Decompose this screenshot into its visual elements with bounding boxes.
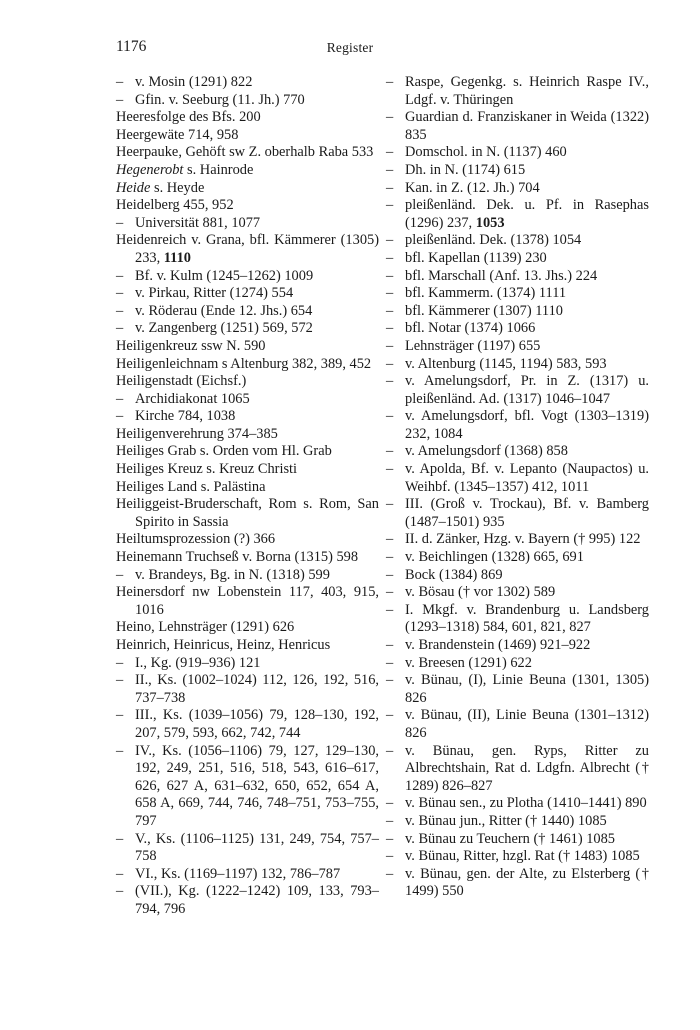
entry-headword: Heide <box>116 179 151 196</box>
index-entry <box>116 285 379 303</box>
index-entry <box>116 144 379 162</box>
index-entry <box>386 602 649 637</box>
index-entry <box>116 743 379 831</box>
index-entry <box>116 356 379 374</box>
subentry-dash: – <box>386 672 394 689</box>
index-entry <box>386 795 649 813</box>
index-entry <box>386 144 649 162</box>
entry-text: Heiligenstadt (Eichsf.) <box>116 373 247 390</box>
index-entry <box>116 92 379 110</box>
subentry-dash: – <box>386 584 394 601</box>
entry-text: v. Bünau zu Teuchern († 1461) 1085 <box>405 830 616 847</box>
subentry-dash: – <box>386 601 394 618</box>
entry-text: Heiliges Land s. Palästina <box>116 478 266 495</box>
entry-text: Kirche 784, 1038 <box>135 408 236 425</box>
subentry-dash: – <box>386 443 394 460</box>
subentry-dash: – <box>116 267 124 284</box>
index-entry <box>386 180 649 198</box>
entry-text: Heiligenleichnam s Altenburg 382, 389, 452 <box>116 355 372 372</box>
index-entry <box>386 584 649 602</box>
subentry-dash: – <box>116 285 124 302</box>
entry-text: v. Beichlingen (1328) 665, 691 <box>405 549 584 566</box>
entry-text: v. Apolda, Bf. v. Lepanto (Naupactos) u. Weihbf. (1345–1357) 412, 1011 <box>405 461 649 495</box>
index-entry <box>386 74 649 109</box>
index-column-right <box>386 74 649 901</box>
entry-text: Heergewäte 714, 958 <box>116 126 239 143</box>
subentry-dash: – <box>386 320 394 337</box>
entry-text: Gfin. v. Seeburg (11. Jh.) 770 <box>135 91 305 108</box>
entry-text: v. Bünau, gen. Ryps, Ritter zu Albrechtshain, Rat d. Ldgfn. Albrecht († 1289) 826–827 <box>405 742 649 794</box>
index-entry <box>116 479 379 497</box>
index-entry <box>386 496 649 531</box>
entry-text: II. d. Zänker, Hzg. v. Bayern († 995) 122 <box>405 531 641 548</box>
subentry-dash: – <box>116 654 124 671</box>
entry-text: v. Brandeys, Bg. in N. (1318) 599 <box>135 566 330 583</box>
index-entry <box>116 584 379 619</box>
subentry-dash: – <box>386 654 394 671</box>
entry-text: Dh. in N. (1174) 615 <box>405 161 526 178</box>
entry-text: v. Pirkau, Ritter (1274) 554 <box>135 285 294 302</box>
index-entry <box>386 303 649 321</box>
subentry-dash: – <box>116 214 124 231</box>
subentry-dash: – <box>116 707 124 724</box>
entry-text: Heiliges Kreuz s. Kreuz Christi <box>116 461 298 478</box>
subentry-dash: – <box>386 707 394 724</box>
entry-text: Universität 881, 1077 <box>135 214 261 231</box>
index-entry <box>116 338 379 356</box>
entry-text: III., Ks. (1039–1056) 79, 128–130, 192, 207, 579, 593, 662, 742, 744 <box>135 707 379 741</box>
entry-text: v. Amelungsdorf (1368) 858 <box>405 443 568 460</box>
entry-headword: Hegenerobt <box>116 161 184 178</box>
subentry-dash: – <box>386 355 394 372</box>
entry-text: I., Kg. (919–936) 121 <box>135 654 261 671</box>
entry-text: Archidiakonat 1065 <box>135 390 250 407</box>
entry-text: Heeresfolge des Bfs. 200 <box>116 109 261 126</box>
index-entry <box>116 162 379 180</box>
index-entry <box>116 74 379 92</box>
index-entry <box>386 655 649 673</box>
index-entry <box>116 197 379 215</box>
subentry-dash: – <box>116 672 124 689</box>
entry-text: bfl. Kämmerer (1307) 1110 <box>405 302 563 319</box>
subentry-dash: – <box>116 74 124 90</box>
entry-text: s. Hainrode <box>183 161 254 178</box>
entry-text: pleißenländ. Dek. (1378) 1054 <box>405 232 582 249</box>
entry-text: v. Zangenberg (1251) 569, 572 <box>135 320 313 337</box>
index-entry <box>116 109 379 127</box>
subentry-dash: – <box>386 144 394 161</box>
subentry-dash: – <box>116 883 124 900</box>
subentry-dash: – <box>386 742 394 759</box>
index-entry <box>386 831 649 849</box>
entry-text: bfl. Notar (1374) 1066 <box>405 320 536 337</box>
index-entry <box>116 866 379 884</box>
entry-text: Heiligenkreuz ssw N. 590 <box>116 337 266 354</box>
index-entry <box>116 127 379 145</box>
index-entry <box>386 162 649 180</box>
entry-text: Domschol. in N. (1137) 460 <box>405 144 567 161</box>
entry-text: v. Bünau, Ritter, hzgl. Rat († 1483) 1085 <box>405 848 640 865</box>
subentry-dash: – <box>386 161 394 178</box>
entry-text: bfl. Kammerm. (1374) 1111 <box>405 285 567 302</box>
entry-text: pleißenländ. Dek. u. Pf. in Rasephas (1296) 237, <box>405 197 649 231</box>
subentry-dash: – <box>386 249 394 266</box>
entry-text: v. Amelungsdorf, bfl. Vogt (1303–1319) 232, 1084 <box>405 408 649 442</box>
entry-text: Heinersdorf nw Lobenstein 117, 403, 915, 1016 <box>116 584 379 618</box>
index-entry <box>116 232 379 267</box>
index-entry <box>386 338 649 356</box>
entry-text: Kan. in Z. (12. Jh.) 704 <box>405 179 540 196</box>
entry-text: I. Mkgf. v. Brandenburg u. Landsberg (1293–1318) 584, 601, 821, 827 <box>405 601 649 636</box>
subentry-dash: – <box>386 865 394 882</box>
entry-text: Heino, Lehnsträger (1291) 626 <box>116 619 295 636</box>
subentry-dash: – <box>116 91 124 108</box>
subentry-dash: – <box>116 302 124 319</box>
entry-text: V., Ks. (1106–1125) 131, 249, 754, 757–758 <box>135 830 379 865</box>
entry-text: v. Bünau jun., Ritter († 1440) 1085 <box>405 812 607 829</box>
subentry-dash: – <box>386 848 394 865</box>
index-entry <box>386 531 649 549</box>
entry-text: Heiliggeist-Bruderschaft, Rom s. Rom, San Spirito in Sassia <box>116 496 379 530</box>
subentry-dash: – <box>386 549 394 566</box>
entry-text: IV., Ks. (1056–1106) 79, 127, 129–130, 192, 249, 251, 516, 518, 543, 616–617, 626, 627 A, 631–632, 650, 652, 654 A, 658 A, 669, 744, 746, 748–751, 753–755, 797 <box>135 742 379 829</box>
entry-text: II., Ks. (1002–1024) 112, 126, 192, 516, 737–738 <box>135 672 379 706</box>
entry-text: Heinemann Truchseß v. Borna (1315) 598 <box>116 549 359 566</box>
entry-text: III. (Groß v. Trockau), Bf. v. Bamberg (1487–1501) 935 <box>405 496 649 530</box>
index-entry <box>116 637 379 655</box>
index-entry <box>386 549 649 567</box>
entry-text: v. Brandenstein (1469) 921–922 <box>405 637 591 653</box>
entry-text: v. Mosin (1291) 822 <box>135 74 253 90</box>
entry-text: Lehnsträger (1197) 655 <box>405 337 541 354</box>
index-entry <box>386 813 649 831</box>
index-entry <box>386 250 649 268</box>
subentry-dash: – <box>386 461 394 478</box>
subentry-dash: – <box>386 197 394 214</box>
entry-text: Heidenreich v. Grana, bfl. Kämmerer (1305) 233, <box>116 232 379 266</box>
entry-main-reference: 1110 <box>163 249 191 266</box>
subentry-dash: – <box>386 337 394 354</box>
subentry-dash: – <box>386 302 394 319</box>
entry-text: s. Heyde <box>150 179 205 196</box>
subentry-dash: – <box>116 390 124 407</box>
index-entry <box>386 567 649 585</box>
running-head: Register <box>326 40 374 55</box>
index-entry <box>386 320 649 338</box>
index-entry <box>386 285 649 303</box>
index-entry <box>116 303 379 321</box>
entry-text: Bock (1384) 869 <box>405 566 503 583</box>
index-column-left <box>116 74 379 919</box>
index-entry <box>386 866 649 901</box>
entry-text: v. Bösau († vor 1302) 589 <box>405 584 556 601</box>
index-entry <box>386 707 649 742</box>
index-entry <box>116 619 379 637</box>
subentry-dash: – <box>386 373 394 390</box>
index-entry <box>386 637 649 655</box>
entry-text: Guardian d. Franziskaner in Weida (1322) 835 <box>405 109 649 143</box>
entry-text: Heinrich, Heinricus, Heinz, Henricus <box>116 637 331 653</box>
index-entry <box>386 443 649 461</box>
index-entry <box>116 549 379 567</box>
entry-text: Heiltumsprozession (?) 366 <box>116 531 276 548</box>
index-entry <box>116 531 379 549</box>
index-entry <box>386 743 649 796</box>
entry-text: Heerpauke, Gehöft sw Z. oberhalb Raba 533 <box>116 144 374 161</box>
subentry-dash: – <box>386 179 394 196</box>
index-entry <box>116 567 379 585</box>
subentry-dash: – <box>116 742 124 759</box>
index-entry <box>386 356 649 374</box>
subentry-dash: – <box>386 408 394 425</box>
index-entry <box>116 672 379 707</box>
subentry-dash: – <box>116 865 124 882</box>
subentry-dash: – <box>116 320 124 337</box>
entry-text: Heiligenverehrung 374–385 <box>116 425 278 442</box>
index-entry <box>116 391 379 409</box>
entry-text: v. Bünau, (I), Linie Beuna (1301, 1305) 826 <box>405 672 649 706</box>
entry-text: (VII.), Kg. (1222–1242) 109, 133, 793–794, 796 <box>135 883 379 917</box>
index-entry <box>116 215 379 233</box>
index-entry <box>386 109 649 144</box>
entry-text: Raspe, Gegenkg. s. Heinrich Raspe IV., Ldgf. v. Thüringen <box>405 74 649 108</box>
index-entry <box>116 443 379 461</box>
entry-text: v. Bünau, (II), Linie Beuna (1301–1312) 826 <box>405 707 649 741</box>
entry-text: v. Röderau (Ende 12. Jhs.) 654 <box>135 302 313 319</box>
subentry-dash: – <box>386 566 394 583</box>
subentry-dash: – <box>386 285 394 302</box>
subentry-dash: – <box>386 637 394 653</box>
subentry-dash: – <box>386 531 394 548</box>
subentry-dash: – <box>386 812 394 829</box>
index-entry <box>116 707 379 742</box>
index-entry <box>116 320 379 338</box>
subentry-dash: – <box>386 232 394 249</box>
subentry-dash: – <box>386 795 394 812</box>
index-entry <box>386 848 649 866</box>
entry-text: Bf. v. Kulm (1245–1262) 1009 <box>135 267 314 284</box>
index-entry <box>116 831 379 866</box>
entry-text: v. Breesen (1291) 622 <box>405 654 532 671</box>
index-entry <box>116 180 379 198</box>
index-entry <box>116 268 379 286</box>
index-entry <box>386 672 649 707</box>
index-entry <box>386 197 649 232</box>
page-number: 1176 <box>116 38 147 55</box>
index-entry <box>116 461 379 479</box>
index-entry <box>116 496 379 531</box>
entry-main-reference: 1053 <box>475 214 505 231</box>
subentry-dash: – <box>386 74 394 90</box>
subentry-dash: – <box>116 566 124 583</box>
index-entry <box>386 461 649 496</box>
subentry-dash: – <box>116 830 124 847</box>
subentry-dash: – <box>386 109 394 126</box>
index-entry <box>116 426 379 444</box>
entry-text: v. Bünau, gen. der Alte, zu Elsterberg († 1499) 550 <box>405 865 649 900</box>
index-entry <box>386 232 649 250</box>
subentry-dash: – <box>386 496 394 513</box>
index-entry <box>116 883 379 918</box>
index-entry <box>116 408 379 426</box>
entry-text: v. Amelungsdorf, Pr. in Z. (1317) u. pleißenländ. Ad. (1317) 1046–1047 <box>405 373 649 407</box>
entry-text: v. Bünau sen., zu Plotha (1410–1441) 890 <box>405 795 647 812</box>
entry-text: bfl. Marschall (Anf. 13. Jhs.) 224 <box>405 267 598 284</box>
entry-text: VI., Ks. (1169–1197) 132, 786–787 <box>135 865 341 882</box>
index-entry <box>116 655 379 673</box>
subentry-dash: – <box>386 830 394 847</box>
subentry-dash: – <box>386 267 394 284</box>
index-entry <box>116 373 379 391</box>
subentry-dash: – <box>116 408 124 425</box>
entry-text: v. Altenburg (1145, 1194) 583, 593 <box>405 355 607 372</box>
entry-text: bfl. Kapellan (1139) 230 <box>405 249 547 266</box>
entry-text: Heiliges Grab s. Orden vom Hl. Grab <box>116 443 332 460</box>
index-entry <box>386 373 649 408</box>
entry-text: Heidelberg 455, 952 <box>116 197 234 214</box>
index-entry <box>386 408 649 443</box>
index-entry <box>386 268 649 286</box>
